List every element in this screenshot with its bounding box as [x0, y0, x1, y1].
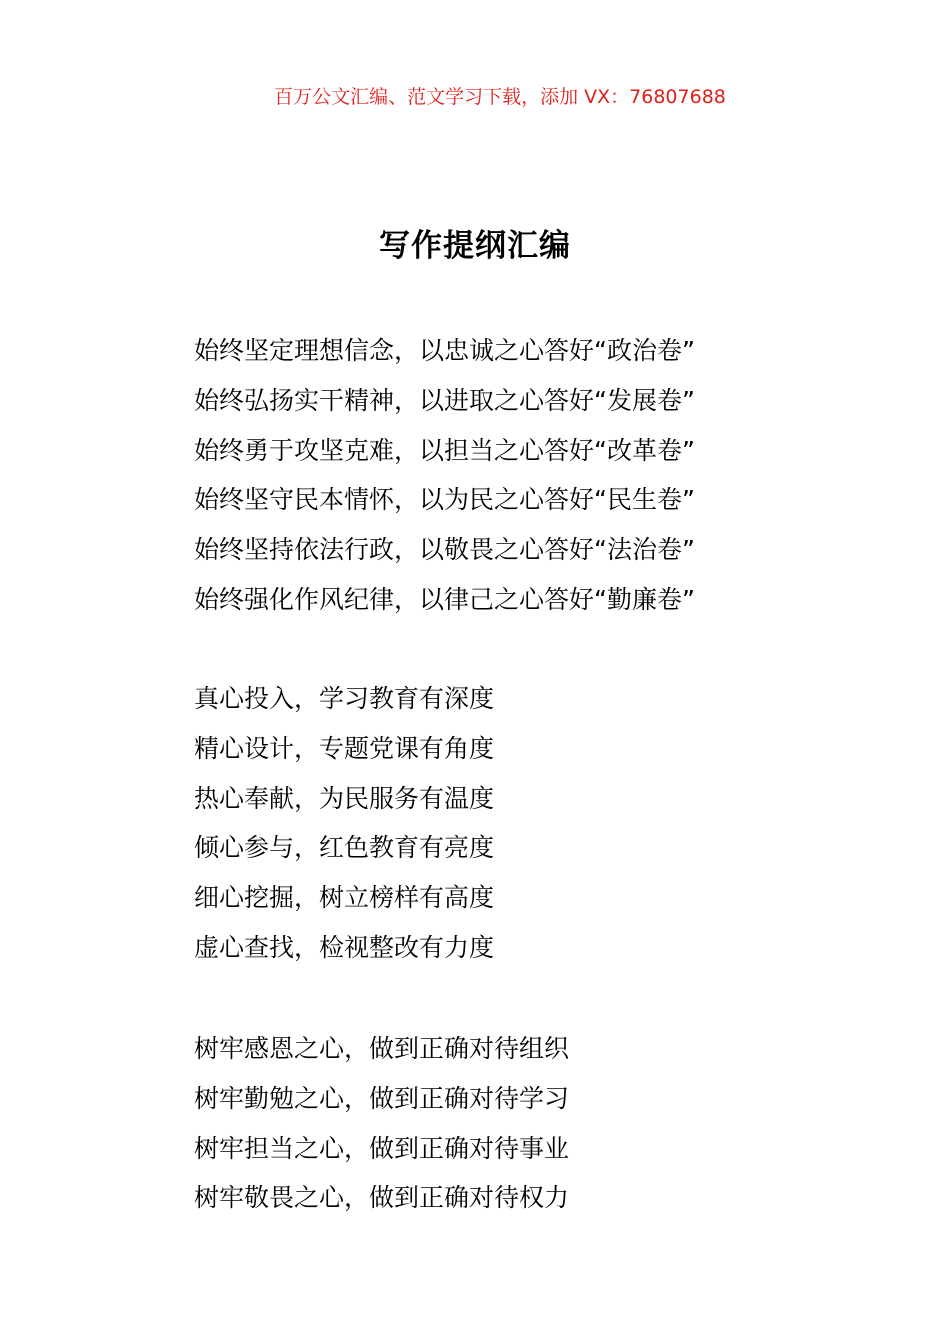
outline-line: 倾心参与，红色教育有亮度	[194, 833, 495, 863]
outline-section-1	[194, 326, 914, 625]
outline-section-3	[194, 1024, 914, 1223]
page-title: 写作提纲汇编	[379, 228, 571, 264]
outline-line: 树牢勤勉之心，做到正确对待学习	[194, 1083, 570, 1113]
outline-line: 始终坚守民本情怀，以为民之心答好“民生卷”	[194, 485, 695, 515]
outline-line: 细心挖掘，树立榜样有高度	[194, 883, 495, 913]
outline-line: 始终坚定理想信念，以忠诚之心答好“政治卷”	[194, 336, 695, 365]
outline-line: 树牢敬畏之心，做到正确对待权力	[194, 1183, 570, 1213]
outline-line: 始终勇于攻坚克难，以担当之心答好“改革卷”	[194, 435, 695, 465]
outline-line: 虚心查找，检视整改有力度	[194, 932, 495, 962]
outline-line: 树牢担当之心，做到正确对待事业	[194, 1133, 570, 1163]
header-banner: 百万公文汇编、范文学习下载，添加 VX：76807688	[274, 86, 726, 108]
outline-line: 热心奉献，为民服务有温度	[194, 783, 495, 813]
outline-line: 始终强化作风纪律，以律己之心答好“勤廉卷”	[194, 584, 695, 614]
outline-line: 树牢感恩之心，做到正确对待组织	[194, 1034, 570, 1063]
outline-line: 真心投入，学习教育有深度	[194, 684, 495, 713]
outline-line: 精心设计，专题党课有角度	[194, 733, 495, 763]
outline-line: 始终弘扬实干精神，以进取之心答好“发展卷”	[194, 385, 695, 415]
outline-section-2	[194, 674, 914, 973]
outline-line: 始终坚持依法行政，以敬畏之心答好“法治卷”	[194, 535, 695, 565]
